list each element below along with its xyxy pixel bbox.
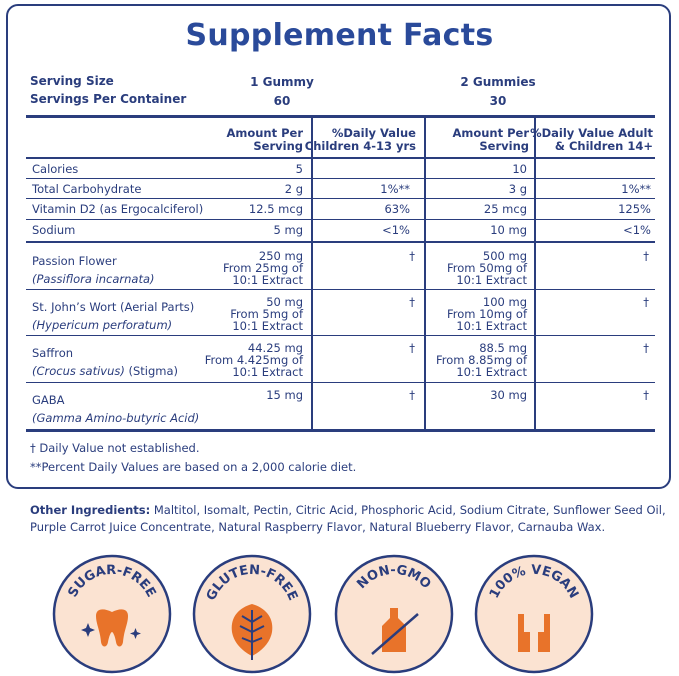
daily-value-1: † [409, 388, 415, 402]
amount-per-serving-2: 10 mg [490, 223, 527, 237]
amount-per-serving-1: 10:1 Extract [232, 273, 303, 287]
daily-value-1: † [409, 295, 415, 309]
amount-per-serving-2: 88.5 mg [479, 341, 527, 355]
daily-value-2: † [643, 341, 649, 355]
table-bottom-rule [26, 429, 655, 432]
ingredient-latin-name: (Passiflora incarnata) [32, 272, 155, 286]
amount-per-serving-1: From 4.425mg of [204, 353, 303, 367]
amount-per-serving-2: 10 [512, 162, 527, 176]
ingredient-name: GABA [32, 393, 65, 407]
ingredient-name: St. John’s Wort (Aerial Parts) [32, 300, 195, 314]
amount-per-serving-1: 250 mg [258, 249, 303, 263]
amount-per-serving-2: 10:1 Extract [456, 319, 527, 333]
footnote-percent: **Percent Daily Values are based on a 2,000 calorie diet. [30, 460, 357, 474]
serving-size-2: 2 Gummies [460, 75, 536, 89]
badge-text: NON-GMO [354, 562, 434, 593]
serving-size-1: 1 Gummy [250, 75, 314, 89]
column-divider [424, 118, 426, 429]
row-divider [26, 178, 655, 179]
ingredients-text: Maltitol, Isomalt, Pectin, Citric Acid, Phosphoric Acid, Sodium Citrate, Sunflower Seed Oil, Purple Carrot Juice Concentrate, Natural Raspberry Flavor, Natural Blueberry Flavor, Carnauba Wax. [30, 503, 666, 534]
page-title: Supplement Facts [185, 18, 494, 53]
row-divider [26, 382, 655, 383]
amount-per-serving-2: 25 mcg [483, 202, 527, 216]
daily-value-1: † [409, 341, 415, 355]
amount-per-serving-2: 10:1 Extract [456, 273, 527, 287]
amount-per-serving-1: From 5mg of [230, 307, 303, 321]
daily-value-2: 1%** [621, 182, 651, 196]
other-ingredients [30, 502, 670, 536]
nutrient-name: Vitamin D2 (as Ergocalciferol) [32, 202, 204, 216]
servings-count-2: 30 [489, 94, 507, 108]
amount-per-serving-1: 44.25 mg [247, 341, 303, 355]
ingredient-latin-name: (Crocus sativus) (Stigma) [32, 364, 179, 378]
sugar-free-badge [50, 552, 174, 676]
amount-per-serving-1: 12.5 mcg [248, 202, 303, 216]
vegan-badge [472, 552, 596, 676]
amount-per-serving-1: 2 g [284, 182, 303, 196]
column-divider [311, 118, 313, 429]
ingredients-label: Other Ingredients: [30, 503, 151, 517]
non-gmo-badge [332, 552, 456, 676]
header-dv-adult: %Daily Value Adult & Children 14+ [530, 126, 653, 153]
amount-per-serving-1: 10:1 Extract [232, 319, 303, 333]
servings-per-container-label: Servings Per Container [30, 92, 187, 106]
amount-per-serving-1: 5 [295, 162, 303, 176]
column-divider [534, 118, 536, 429]
servings-count-1: 60 [273, 94, 291, 108]
amount-per-serving-1: 50 mg [266, 295, 303, 309]
amount-per-serving-2: From 8.85mg of [436, 353, 527, 367]
amount-per-serving-1: 5 mg [273, 223, 303, 237]
daily-value-2: † [643, 388, 649, 402]
nutrient-name: Calories [32, 162, 79, 176]
header-amount-2: Amount Per Serving [452, 126, 529, 153]
amount-per-serving-2: 100 mg [482, 295, 527, 309]
header-dv-children: %Daily Value Children 4-13 yrs [304, 126, 416, 153]
ingredient-latin-name: (Gamma Amino-butyric Acid) [32, 411, 200, 425]
gluten-free-badge [190, 552, 314, 676]
amount-per-serving-2: 500 mg [482, 249, 527, 263]
daily-value-2: † [643, 249, 649, 263]
row-divider [26, 219, 655, 220]
amount-per-serving-2: 3 g [508, 182, 527, 196]
daily-value-1: <1% [382, 223, 410, 237]
badge-text: 100% VEGAN [486, 562, 582, 602]
daily-value-1: † [409, 249, 415, 263]
amount-per-serving-2: 30 mg [490, 388, 527, 402]
ingredient-latin-name: (Hypericum perforatum) [32, 318, 173, 332]
badge-text: SUGAR-FREE [65, 562, 159, 600]
header-amount-1: Amount Per Serving [226, 126, 303, 153]
row-divider [26, 335, 655, 336]
nutrient-name: Sodium [32, 223, 76, 237]
amount-per-serving-1: 15 mg [266, 388, 303, 402]
amount-per-serving-2: From 50mg of [446, 261, 527, 275]
table-top-rule [26, 115, 655, 118]
row-divider [26, 289, 655, 290]
daily-value-2: † [643, 295, 649, 309]
amount-per-serving-1: 10:1 Extract [232, 365, 303, 379]
section-rule [26, 241, 655, 243]
ingredient-name: Saffron [32, 346, 74, 360]
serving-size-label: Serving Size [30, 74, 114, 88]
row-divider [26, 198, 655, 199]
badge-text: GLUTEN-FREE [203, 562, 301, 604]
footnote-dagger: † Daily Value not established. [30, 441, 200, 455]
daily-value-2: <1% [623, 223, 651, 237]
daily-value-2: 125% [618, 202, 651, 216]
daily-value-1: 63% [384, 202, 410, 216]
amount-per-serving-1: From 25mg of [222, 261, 303, 275]
amount-per-serving-2: 10:1 Extract [456, 365, 527, 379]
daily-value-1: 1%** [380, 182, 410, 196]
header-rule [26, 157, 655, 159]
ingredient-name: Passion Flower [32, 254, 117, 268]
amount-per-serving-2: From 10mg of [446, 307, 527, 321]
nutrient-name: Total Carbohydrate [32, 182, 142, 196]
